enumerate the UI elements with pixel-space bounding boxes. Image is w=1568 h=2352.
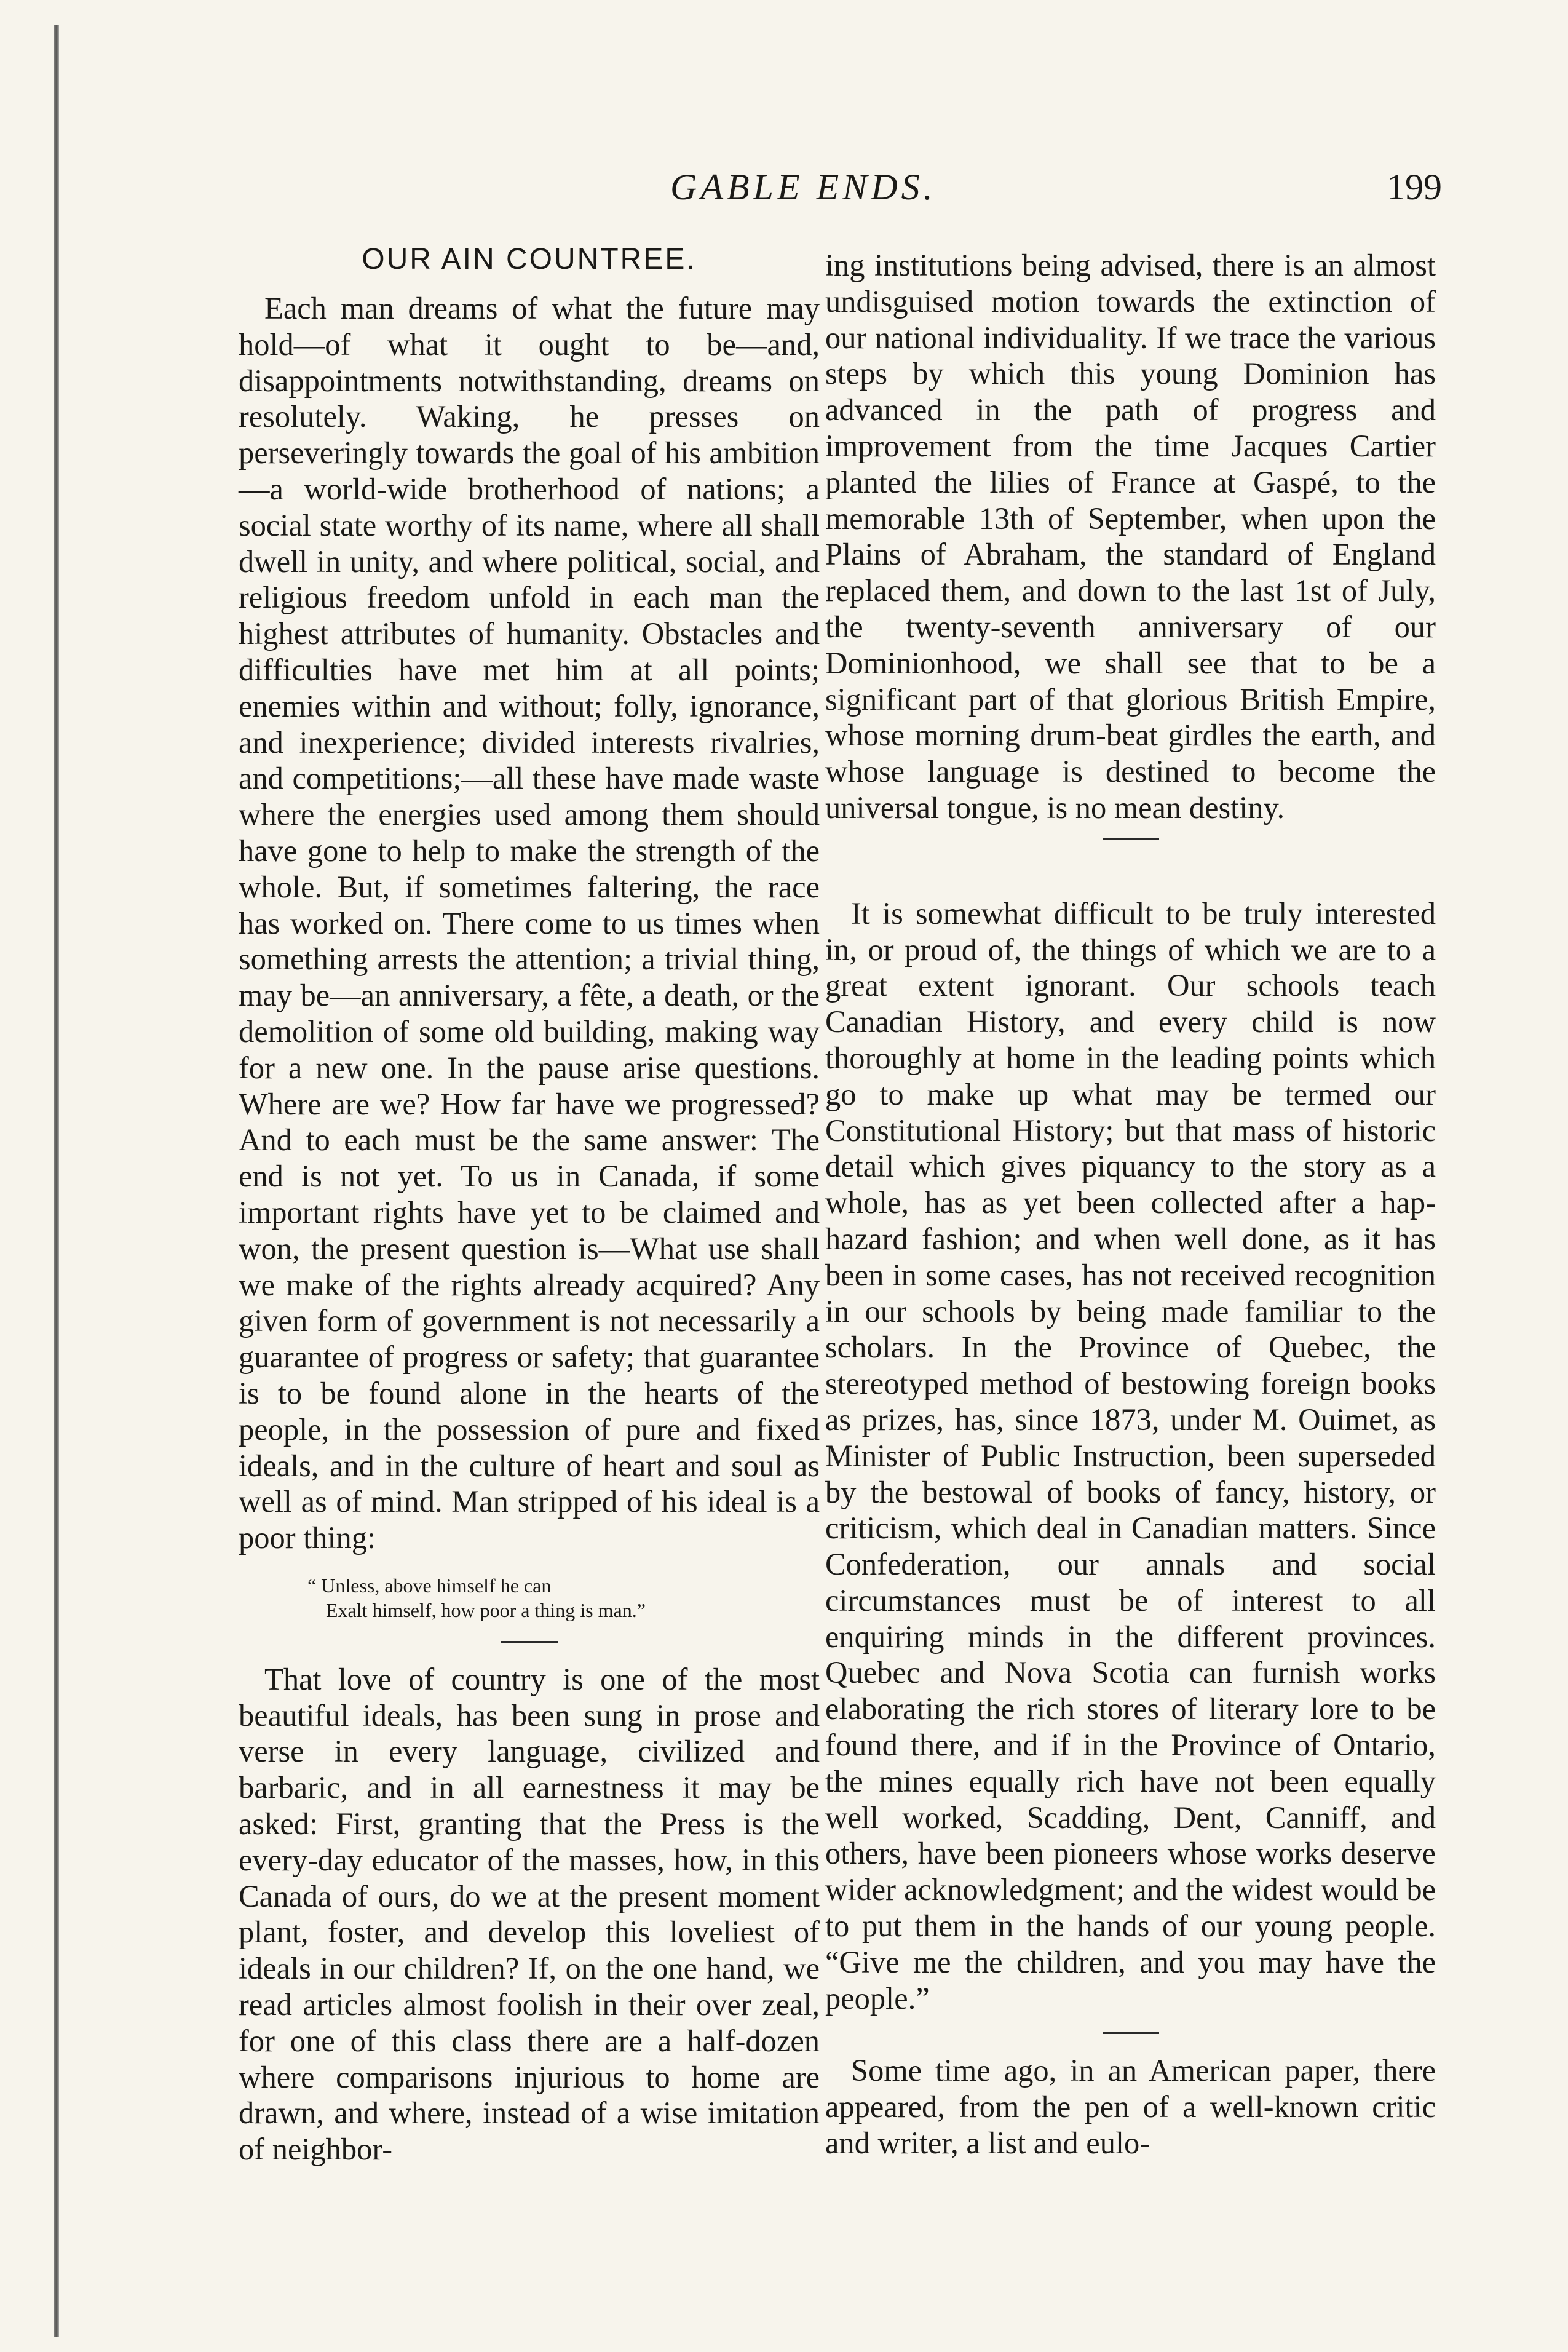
paragraph-2-continued: ing institutions being advised, there is an almost undisguised motion towards the extinction of our national individuality. If we trace the various steps by which this young Dominion has advanced in the path of progress and improvement from the time Jacques Cartier planted the lilies of France at Gaspé, to the memorable 13th of September, when upon the Plains of Abraham, the standard of England replaced them, and down to the last 1st of July, the twenty-seventh anniversary of our Dominionhood, we shall see that to be a significant part of that glorious British Empire, whose morning drum-beat girdles the earth, and whose language is destined to become the universal tongue, is no mean destiny.	[825, 248, 1436, 825]
verse-quotation	[239, 1573, 820, 1623]
section-divider	[501, 1641, 558, 1643]
paragraph-4: Some time ago, in an American paper, there appeared, from the pen of a well-known critic and writer, a list and eulo-	[825, 2053, 1436, 2161]
running-title: GABLE ENDS.	[670, 167, 936, 207]
section-divider	[1103, 838, 1159, 840]
paragraph-2: That love of country is one of the most beautiful ideals, has been sung in prose and verse in every language, civilized and barbaric, and in all earnestness it may be asked: First, granting that the Press is the every-day educator of the masses, how, in this Canada of ours, do we at the present moment plant, foster, and develop this loveliest of ideals in our children? If, on the one hand, we read articles almost foolish in their over zeal, for one of this class there are a half-dozen where comparisons injurious to home are drawn, and where, instead of a wise imitation of neighbor-	[239, 1661, 820, 2167]
page-header	[670, 166, 1442, 221]
verse-line-1: “ Unless, above himself he can	[307, 1574, 552, 1597]
paragraph-3: It is somewhat difficult to be truly interested in, or proud of, the things of which we are to a great extent ignorant. Our schools teach Canadian History, and every child is now thoroughly at home in the leading points which go to make up what may be termed our Constitutional History; but that mass of historic detail which gives piquancy to the story as a whole, has as yet been collected after a hap-hazard fashion; and when well done, as it has been in some cases, has not received recognition in our schools by being made familiar to the scholars. In the Province of Quebec, the stereotyped method of bestowing foreign books as prizes, has, since 1873, under M. Ouimet, as Minister of Public Instruction, been superseded by the bestowal of books of fancy, history, or criticism, which deal in Canadian matters. Since Confederation, our annals and social circumstances must be of interest to all enquiring minds in the different provinces. Quebec and Nova Scotia can furnish works elaborating the rich stores of literary lore to be found there, and if in the Province of Ontario, the mines equally rich have not been equally well worked, Scadding, Dent, Canniff, and others, have been pioneers whose works deserve wider acknowledgment; and the widest would be to put them in the hands of our young people. “Give me the children, and you may have the people.”	[825, 896, 1436, 2016]
paragraph-1: Each man dreams of what the future may hold—of what it ought to be—and, disappointments notwithstanding, dreams on resolutely. Waking, he presses on perseveringly towards the goal of his ambition—a world-wide brotherhood of nations; a social state worthy of its name, where all shall dwell in unity, and where political, social, and religious freedom unfold in each man the highest attributes of humanity. Obstacles and difficulties have met him at all points; enemies within and without; folly, ignorance, and inexperience; divided interests rivalries, and competitions;—all these have made waste where the energies used among them should have gone to help to make the strength of the whole. But, if sometimes faltering, the race has worked on. There come to us times when something arrests the attention; a trivial thing, may be—an anniversary, a fête, a death, or the demolition of some old building, making way for a new one. In the pause arise questions. Where are we? How far have we progressed? And to each must be the same answer: The end is not yet. To us in Canada, if some important rights have yet to be claimed and won, the present question is—What use shall we make of the rights already acquired? Any given form of government is not necessarily a guarantee of progress or safety; that guarantee is to be found alone in the hearts of the people, in the possession of pure and fixed ideals, and in the culture of heart and soul as well as of mind. Man stripped of his ideal is a poor thing:	[239, 291, 820, 1555]
page-edge-shadow	[54, 25, 59, 2337]
section-divider	[1103, 2032, 1159, 2034]
page-number: 199	[1387, 167, 1442, 207]
left-column	[239, 241, 820, 2167]
verse-line-2: Exalt himself, how poor a thing is man.”	[326, 1599, 646, 1621]
article-heading: OUR AIN COUNTREE.	[362, 243, 697, 276]
right-column	[825, 247, 1436, 2161]
